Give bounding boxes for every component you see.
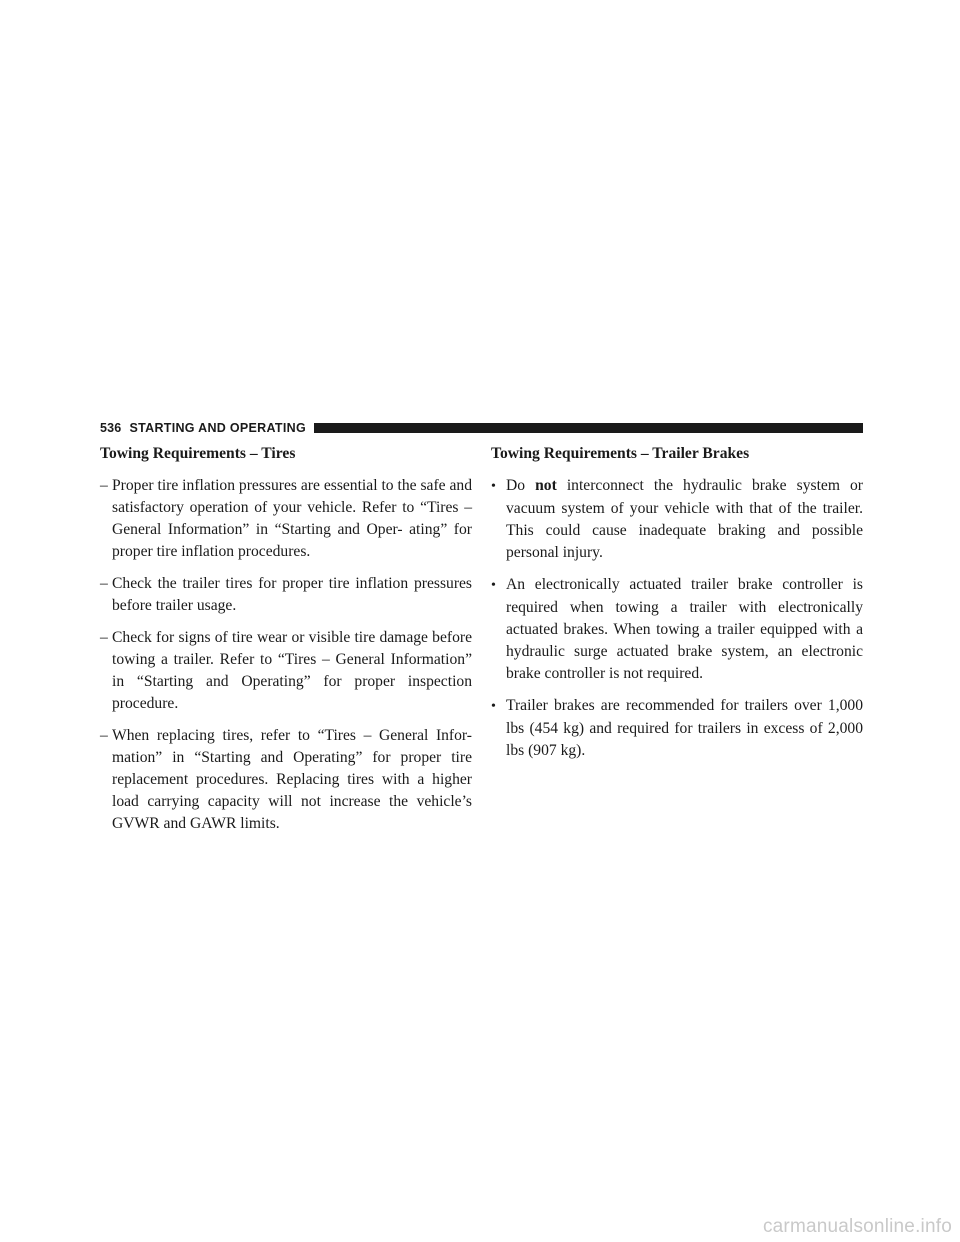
- page-number: 536: [100, 421, 122, 435]
- tires-heading: Towing Requirements – Tires: [100, 445, 296, 462]
- page-header: [100, 421, 863, 435]
- dash-marker: –: [100, 477, 108, 494]
- list-item: [100, 627, 472, 715]
- right-column: [491, 443, 863, 772]
- list-item-lead: Do: [506, 477, 536, 494]
- list-item: [100, 573, 472, 617]
- bullet-marker: •: [491, 699, 496, 714]
- list-item-text: When replacing tires, refer to “Tires – General Infor- mation” in “Starting and Operating” for proper tire replacement procedures. Replacing tires with a higher load carrying capacity will not increase the vehicle’s GVWR and GAWR limits.: [112, 727, 472, 832]
- section-title: STARTING AND OPERATING: [129, 421, 306, 435]
- list-item-text: interconnect the hydraulic brake system or vacuum system of your vehicle with that of the trailer. This could cause inadequate braking and possible personal injury.: [506, 477, 863, 561]
- list-item: [491, 475, 863, 564]
- dash-marker: –: [100, 727, 108, 744]
- list-item-text: Trailer brakes are recommended for trailers over 1,000 lbs (454 kg) and required for trailers in excess of 2,000 lbs (907 kg).: [506, 697, 863, 759]
- dash-marker: –: [100, 575, 108, 592]
- list-item-text: Check the trailer tires for proper tire inflation pressures before trailer usage.: [112, 575, 472, 614]
- emphasis-not: not: [535, 477, 557, 494]
- list-item: [491, 695, 863, 762]
- bullet-marker: •: [491, 479, 496, 494]
- list-item: [100, 475, 472, 563]
- list-item-text: An electronically actuated trailer brake controller is required when towing a trailer with electronically actuated brakes. When towing a trailer equipped with a hydraulic surge actuated brake system, an electronic brake controller is not required.: [506, 576, 863, 682]
- dash-marker: –: [100, 629, 108, 646]
- list-item-text: Check for signs of tire wear or visible tire damage before towing a trailer. Refer to “Tires – General Information” in “Starting and Operating” for proper inspection procedure.: [112, 629, 472, 712]
- header-rule: [314, 423, 863, 433]
- list-item: [100, 725, 472, 835]
- list-item: [491, 574, 863, 685]
- trailer-brakes-heading: Towing Requirements – Trailer Brakes: [491, 445, 750, 462]
- list-item-text: Proper tire inflation pressures are essential to the safe and satisfactory operation of your vehicle. Refer to “Tires – General Information” in “Starting and Oper- ating” for proper tire inflation procedures.: [112, 477, 472, 560]
- left-column: [100, 443, 472, 845]
- bullet-marker: •: [491, 578, 496, 593]
- watermark: carmanualsonline.info: [762, 1216, 952, 1237]
